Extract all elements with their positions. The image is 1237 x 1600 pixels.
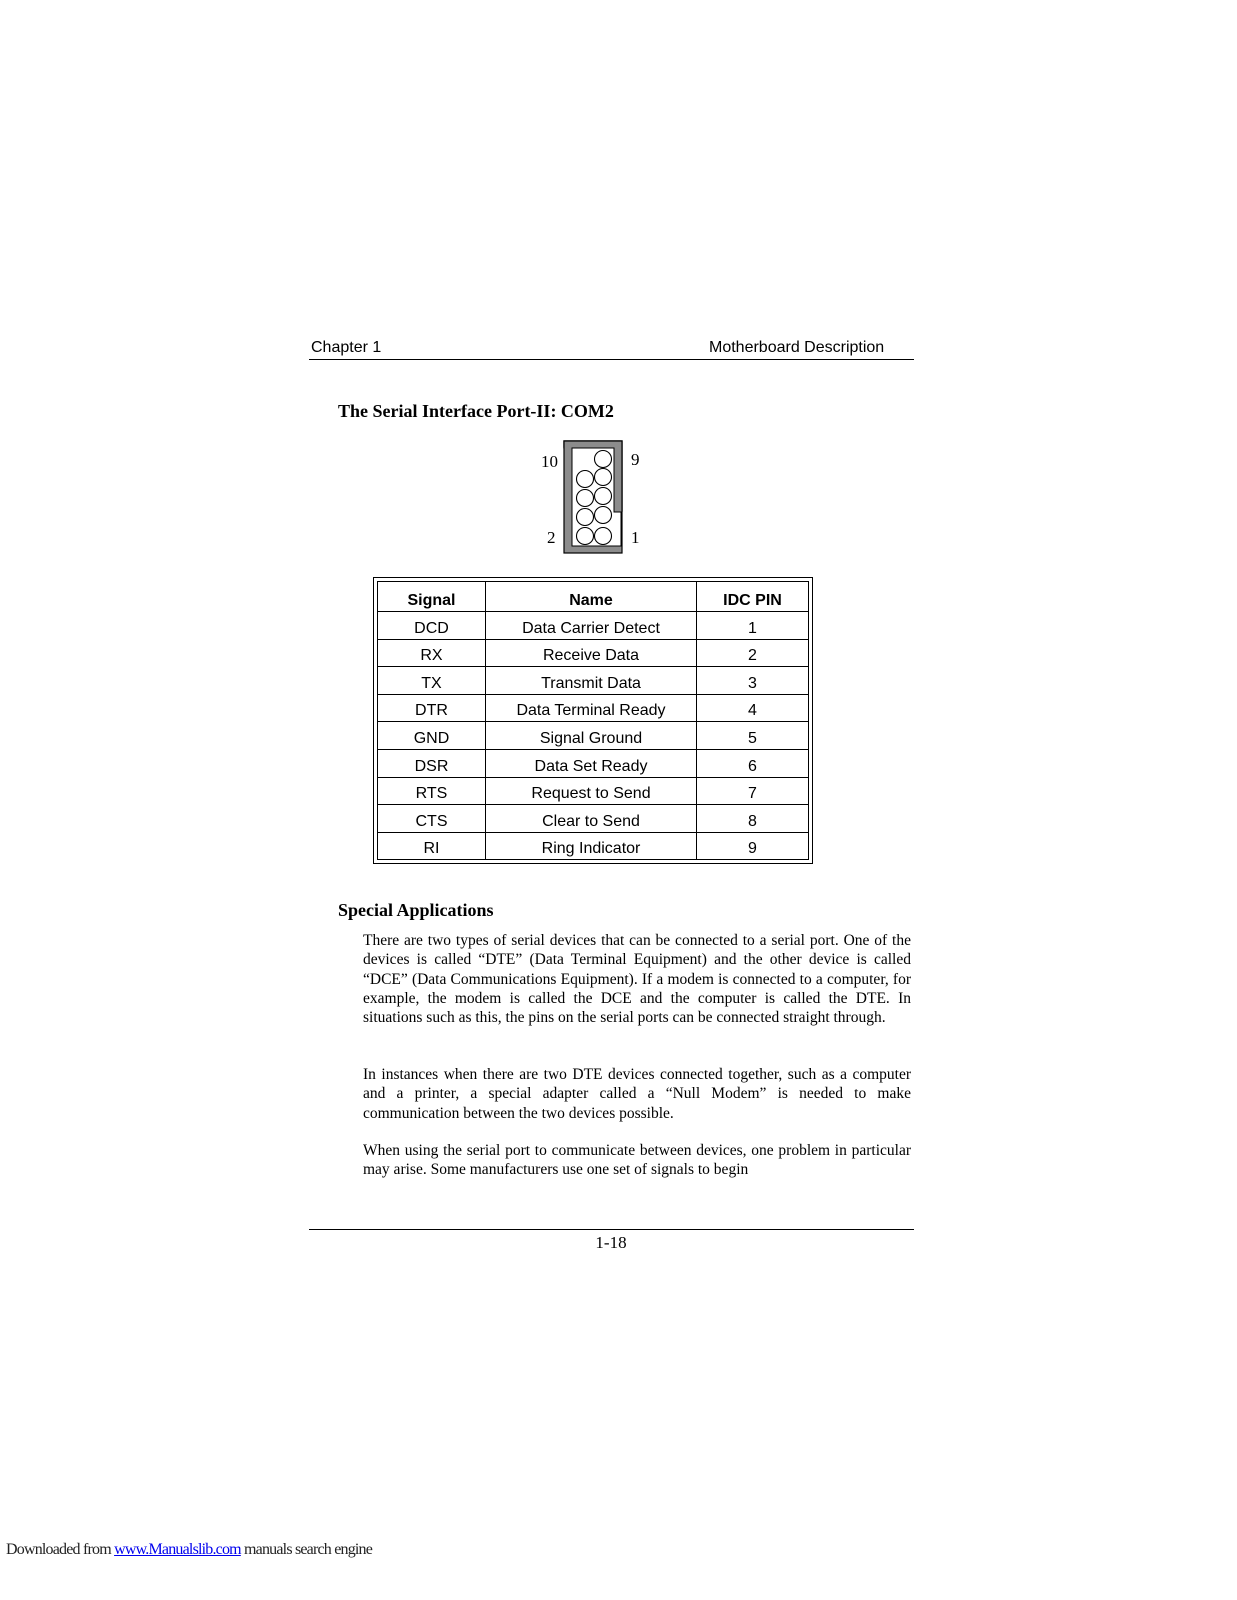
pin-9-hole xyxy=(595,451,612,468)
cell-idc-pin: 6 xyxy=(697,749,809,777)
cell-name: Transmit Data xyxy=(486,667,697,695)
table-row xyxy=(378,749,809,777)
table-row xyxy=(378,612,809,640)
header-idc-pin: IDC PIN xyxy=(697,582,809,612)
table-row xyxy=(378,639,809,667)
cell-name: Ring Indicator xyxy=(486,832,697,860)
cell-signal: RTS xyxy=(378,777,486,805)
pin-table-frame xyxy=(373,577,813,864)
cell-idc-pin: 4 xyxy=(697,694,809,722)
table-row xyxy=(378,777,809,805)
cell-idc-pin: 5 xyxy=(697,722,809,750)
cell-idc-pin: 2 xyxy=(697,639,809,667)
pin-label-2: 2 xyxy=(547,528,556,547)
pin-1-hole xyxy=(595,528,612,545)
cell-name: Data Set Ready xyxy=(486,749,697,777)
cell-signal: GND xyxy=(378,722,486,750)
cell-name: Signal Ground xyxy=(486,722,697,750)
paragraph-1: There are two types of serial devices that can be connected to a serial port. One of the devices is called “DTE” (Data Terminal Equipment) and the other device is called “DCE” (Data Communications Equipment). If a modem is connected to a computer, for example, the modem is called the DCE and the computer is called the DTE. In situations such as this, the pins on the serial ports can be connected straight through. xyxy=(363,932,911,1027)
manualslib-link[interactable]: www.Manualslib.com xyxy=(114,1541,241,1558)
table-header-row xyxy=(378,582,809,612)
header-name: Name xyxy=(486,582,697,612)
table-row xyxy=(378,805,809,833)
pin-label-10: 10 xyxy=(541,452,558,471)
cell-signal: RI xyxy=(378,832,486,860)
table-row xyxy=(378,667,809,695)
paragraph-2: In instances when there are two DTE devices connected together, such as a computer and a printer, a special adapter called a “Null Modem” is needed to make communication between the two devices possible. xyxy=(363,1066,911,1122)
connector-header-diagram xyxy=(563,440,625,555)
cell-signal: DCD xyxy=(378,612,486,640)
cell-idc-pin: 1 xyxy=(697,612,809,640)
cell-name: Data Terminal Ready xyxy=(486,694,697,722)
pin-10-hole xyxy=(577,471,594,488)
header-section: Motherboard Description xyxy=(709,339,885,356)
download-watermark xyxy=(6,1541,372,1559)
page-number: 1-18 xyxy=(595,1233,627,1252)
pin-5-hole xyxy=(595,488,612,505)
pin-3-hole xyxy=(595,507,612,524)
footer-rule xyxy=(309,1229,914,1230)
cell-signal: TX xyxy=(378,667,486,695)
cell-name: Clear to Send xyxy=(486,805,697,833)
pin-7-hole xyxy=(595,469,612,486)
table-row xyxy=(378,722,809,750)
cell-signal: DSR xyxy=(378,749,486,777)
cell-name: Data Carrier Detect xyxy=(486,612,697,640)
table-row xyxy=(378,832,809,860)
pin-8-hole xyxy=(577,490,594,507)
cell-name: Receive Data xyxy=(486,639,697,667)
cell-signal: CTS xyxy=(378,805,486,833)
header-rule xyxy=(309,359,914,360)
pin-label-9: 9 xyxy=(631,450,640,469)
watermark-suffix: manuals search engine xyxy=(240,1541,373,1558)
cell-name: Request to Send xyxy=(486,777,697,805)
cell-idc-pin: 8 xyxy=(697,805,809,833)
special-applications-title: Special Applications xyxy=(338,900,494,920)
cell-signal: RX xyxy=(378,639,486,667)
cell-idc-pin: 9 xyxy=(697,832,809,860)
pin-label-1: 1 xyxy=(631,528,640,547)
cell-idc-pin: 7 xyxy=(697,777,809,805)
cell-signal: DTR xyxy=(378,694,486,722)
pin-6-hole xyxy=(577,509,594,526)
table-row xyxy=(378,694,809,722)
section-title: The Serial Interface Port-II: COM2 xyxy=(338,401,614,421)
watermark-prefix: Downloaded from xyxy=(6,1541,115,1558)
header-chapter: Chapter 1 xyxy=(311,339,382,356)
pin-assignment-table xyxy=(377,581,809,860)
header-signal: Signal xyxy=(378,582,486,612)
cell-idc-pin: 3 xyxy=(697,667,809,695)
pin-2-hole xyxy=(577,528,594,545)
paragraph-3: When using the serial port to communicate between devices, one problem in particular may arise. Some manufacturers use one set of signals to begin xyxy=(363,1142,911,1179)
